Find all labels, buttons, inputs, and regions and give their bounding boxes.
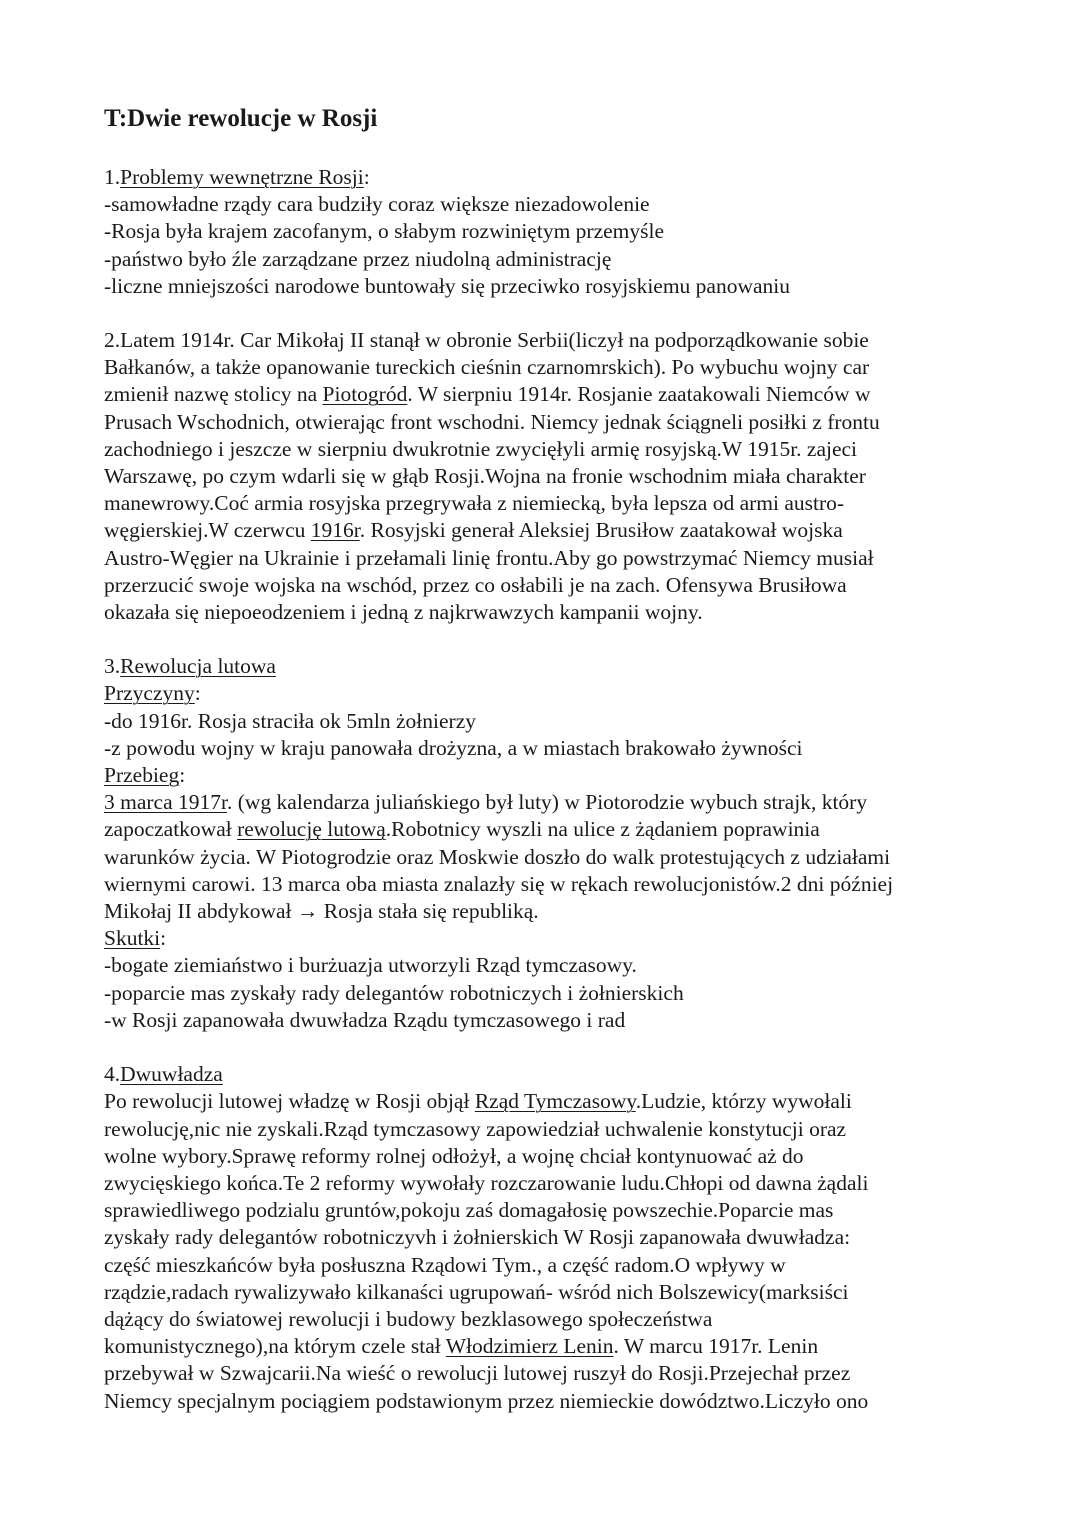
text-segment: warunków życia. W Piotogrodzie oraz Moskwie doszło do walk protestujących z udziałami bbox=[104, 844, 891, 869]
text-segment: Austro-Węgier na Ukrainie i przełamali linię frontu.Aby go powstrzymać Niemcy musiał bbox=[104, 545, 874, 570]
text-line bbox=[104, 599, 1004, 626]
text-segment: wolne wybory.Sprawę reformy rolnej odłożył, a wojnę chciał kontynuować aż do bbox=[104, 1143, 804, 1168]
text-segment: okazała się niepoeodzeniem i jedną z najkrwawzych kampanii wojny. bbox=[104, 600, 703, 625]
text-segment: komunistycznego),na którym czele stał bbox=[104, 1334, 446, 1359]
text-segment: węgierskiej.W czerwcu bbox=[104, 518, 311, 543]
underlined-text: 1916r bbox=[310, 518, 360, 543]
text-line bbox=[104, 1360, 1004, 1387]
text-line bbox=[104, 789, 1004, 816]
text-segment: Prusach Wschodnich, otwierając front wschodni. Niemcy jednak ściągneli posiłki z frontu bbox=[104, 409, 880, 434]
text-line bbox=[104, 844, 1004, 871]
document-text bbox=[104, 164, 1004, 1415]
underlined-text: Włodzimierz Lenin bbox=[445, 1334, 614, 1359]
text-segment: 1. bbox=[104, 165, 121, 189]
text-segment: -poparcie mas zyskały rady delegantów robotniczych i żołnierskich bbox=[104, 980, 684, 1005]
text-line bbox=[104, 490, 1004, 517]
underlined-text: Rewolucja lutowa bbox=[120, 654, 276, 679]
text-line bbox=[104, 164, 1004, 191]
text-segment: Mikołaj II abdykował → Rosja stała się republiką. bbox=[104, 899, 539, 924]
text-segment: zmienił nazwę stolicy na bbox=[104, 382, 323, 407]
text-segment: rewolucję,nic nie zyskali.Rząd tymczasowy zapowiedział uchwalenie konstytucji oraz bbox=[104, 1116, 847, 1141]
text-line bbox=[104, 273, 1004, 300]
text-segment: -państwo było źle zarządzane przez niudolną administrację bbox=[104, 246, 612, 271]
text-segment: -bogate ziemiaństwo i burżuazja utworzyli Rząd tymczasowy. bbox=[104, 953, 637, 978]
paragraph-gap bbox=[104, 1034, 1004, 1061]
text-line bbox=[104, 1088, 1004, 1115]
text-line bbox=[104, 463, 1004, 490]
text-segment: : bbox=[179, 763, 186, 788]
text-segment: : bbox=[160, 926, 167, 951]
text-segment: zapoczatkował bbox=[104, 817, 238, 842]
text-segment: -Rosja była krajem zacofanym, o słabym rozwiniętym przemyśle bbox=[104, 219, 665, 244]
text-segment: 4. bbox=[104, 1062, 121, 1087]
paragraph-gap bbox=[104, 300, 1004, 327]
text-segment: Warszawę, po czym wdarli się w głąb Rosji.Wojna na fronie wschodnim miała charakter bbox=[104, 464, 866, 489]
text-segment: zwycięskiego końca.Te 2 reformy wywołały rozczarowanie ludu.Chłopi od dawna żądali bbox=[104, 1170, 869, 1195]
text-line bbox=[104, 1170, 1004, 1197]
text-line bbox=[104, 1116, 1004, 1143]
text-line bbox=[104, 735, 1004, 762]
text-line bbox=[104, 708, 1004, 735]
text-segment: 2.Latem 1914r. Car Mikołaj II stanął w obronie Serbii(liczył na podporządkowanie sobie bbox=[104, 328, 869, 353]
underlined-text: Problemy wewnętrzne Rosji bbox=[120, 165, 364, 189]
text-segment: : bbox=[363, 165, 370, 189]
text-segment: przerzucić swoje wojska na wschód, przez co osłabili je na zach. Ofensywa Brusiłowa bbox=[104, 572, 847, 597]
underlined-text: Skutki bbox=[104, 926, 161, 951]
underlined-text: Przebieg bbox=[104, 763, 180, 788]
text-line bbox=[104, 354, 1004, 381]
text-line bbox=[104, 1333, 1004, 1360]
text-segment: . W marcu 1917r. Lenin bbox=[613, 1334, 819, 1359]
text-segment: zachodniego i jeszcze w sierpniu dwukrotnie zwycięłyli armię rosyjską.W 1915r. zajeci bbox=[104, 436, 858, 461]
underlined-text: Przyczyny bbox=[104, 681, 195, 706]
text-line bbox=[104, 1143, 1004, 1170]
text-segment: -z powodu wojny w kraju panowała drożyzna, a w miastach brakowało żywności bbox=[104, 735, 803, 760]
text-line bbox=[104, 1306, 1004, 1333]
text-line bbox=[104, 545, 1004, 572]
text-segment: Niemcy specjalnym pociągiem podstawionym przez niemieckie dowództwo.Liczyło ono bbox=[104, 1388, 869, 1413]
document-body bbox=[104, 104, 1004, 1415]
underlined-text: Dwuwładza bbox=[120, 1062, 223, 1087]
text-line bbox=[104, 409, 1004, 436]
text-segment: . (wg kalendarza juliańskiego był luty) w Piotorodzie wybuch strajk, który bbox=[227, 790, 868, 815]
text-segment: dążący do światowej rewolucji i budowy bezklasowego społeczeństwa bbox=[104, 1306, 713, 1331]
text-segment: Po rewolucji lutowej władzę w Rosji objął bbox=[104, 1089, 475, 1114]
text-segment: .Robotnicy wyszli na ulice z żądaniem poprawinia bbox=[385, 817, 820, 842]
text-line bbox=[104, 381, 1004, 408]
text-segment: 3. bbox=[104, 654, 121, 679]
text-segment: Bałkanów, a także opanowanie tureckich cieśnin czarnomrskich). Po wybuchu wojny car bbox=[104, 355, 870, 380]
underlined-text: Rząd Tymczasowy bbox=[474, 1089, 636, 1114]
text-line bbox=[104, 1061, 1004, 1088]
text-segment: -do 1916r. Rosja straciła ok 5mln żołnierzy bbox=[104, 708, 476, 733]
text-line bbox=[104, 327, 1004, 354]
text-segment: . W sierpniu 1914r. Rosjanie zaatakowali Niemców w bbox=[407, 382, 871, 407]
text-segment: -w Rosji zapanowała dwuwładza Rządu tymczasowego i rad bbox=[104, 1007, 626, 1032]
text-line bbox=[104, 980, 1004, 1007]
text-line bbox=[104, 1007, 1004, 1034]
text-line bbox=[104, 762, 1004, 789]
text-segment: sprawiedliwego podzialu gruntów,pokoju zaś domagałosię powszechie.Poparcie mas bbox=[104, 1198, 834, 1223]
text-segment: -samowładne rządy cara budziły coraz większe niezadowolenie bbox=[104, 192, 650, 217]
text-segment: .Ludzie, którzy wywołali bbox=[635, 1089, 852, 1114]
text-line bbox=[104, 191, 1004, 218]
text-line bbox=[104, 218, 1004, 245]
text-line bbox=[104, 517, 1004, 544]
underlined-text: 3 marca 1917r bbox=[104, 790, 227, 815]
text-line bbox=[104, 952, 1004, 979]
text-segment: -liczne mniejszości narodowe buntowały się przeciwko rosyjskiemu panowaniu bbox=[104, 273, 791, 298]
text-line bbox=[104, 1252, 1004, 1279]
text-line bbox=[104, 1197, 1004, 1224]
paragraph-gap bbox=[104, 626, 1004, 653]
text-line bbox=[104, 1388, 1004, 1415]
text-segment: manewrowy.Coć armia rosyjska przegrywała z niemiecką, była lepsza od armi austro- bbox=[104, 491, 845, 516]
document-title: T:Dwie rewolucje w Rosji bbox=[104, 105, 378, 132]
text-line bbox=[104, 816, 1004, 843]
text-line bbox=[104, 572, 1004, 599]
text-segment: przebywał w Szwajcarii.Na wieść o rewolucji lutowej ruszył do Rosji.Przejechał przez bbox=[104, 1361, 851, 1386]
text-line bbox=[104, 925, 1004, 952]
text-segment: . Rosyjski generał Aleksiej Brusiłow zaatakował wojska bbox=[359, 518, 843, 543]
text-line bbox=[104, 871, 1004, 898]
text-line bbox=[104, 1279, 1004, 1306]
underlined-text: Piotogród bbox=[322, 382, 408, 407]
text-line bbox=[104, 436, 1004, 463]
text-line bbox=[104, 1224, 1004, 1251]
text-segment: zyskały rady delegantów robotniczyvh i żołnierskich W Rosji zapanowała dwuwładza: bbox=[104, 1225, 851, 1250]
underlined-text: rewolucję lutową bbox=[237, 817, 386, 842]
text-line bbox=[104, 653, 1004, 680]
text-line bbox=[104, 246, 1004, 273]
text-line bbox=[104, 898, 1004, 925]
text-segment: wiernymi carowi. 13 marca oba miasta znalazły się w rękach rewolucjonistów.2 dni później bbox=[104, 871, 894, 896]
text-segment: rządzie,radach rywalizywało kilkanaści ugrupowań- wśród nich Bolszewicy(marksiści bbox=[104, 1279, 849, 1304]
text-segment: część mieszkańców była posłuszna Rządowi Tym., a część radom.O wpływy w bbox=[104, 1252, 786, 1277]
text-segment: : bbox=[194, 681, 201, 706]
text-line bbox=[104, 680, 1004, 707]
